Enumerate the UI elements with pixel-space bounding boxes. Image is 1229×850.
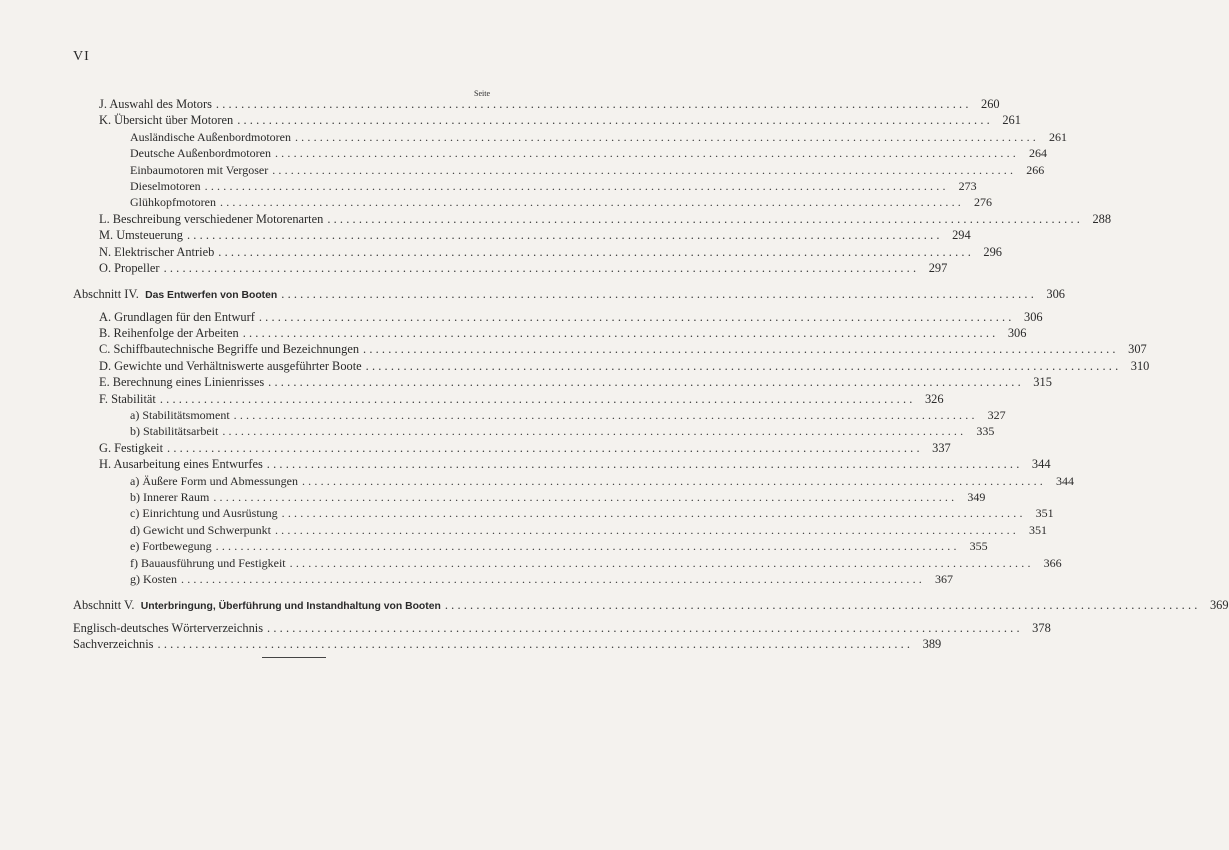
leader-dots: ........................................................................................................................ — [218, 244, 974, 259]
toc-page-number: 366 — [1043, 555, 1062, 570]
leader-dots: ........................................................................................................................ — [363, 342, 1119, 357]
toc-entry-title — [99, 112, 233, 128]
toc-entry-text: Englisch-deutsches Wörterverzeichnis — [73, 620, 264, 635]
leader-dots: ........................................................................................................................ — [215, 97, 972, 111]
leader-dots: ........................................................................................................................ — [274, 146, 1019, 161]
leader-dots: ........................................................................................................................ — [258, 309, 1015, 324]
leader-dots: ........................................................................................................................ — [268, 375, 1024, 390]
toc-entry-text: N. Elektrischer Antrieb — [99, 244, 215, 259]
toc-page-number: 307 — [1128, 342, 1147, 357]
toc-page-number: 276 — [974, 195, 992, 210]
toc-entry — [73, 145, 1047, 161]
toc-entry-text: A. Grundlagen für den Entwurf — [99, 309, 255, 324]
toc-entry-title — [99, 374, 264, 390]
leader-dots: ........................................................................................................................ — [159, 391, 916, 406]
toc-entry-title — [99, 211, 323, 227]
toc-page-number: 326 — [924, 391, 944, 406]
toc-page-number: 260 — [981, 97, 1000, 111]
toc-entry-text: L. Beschreibung verschiedener Motorenarten — [99, 211, 324, 226]
toc-entry — [73, 341, 1147, 357]
leader-dots: ........................................................................................................................ — [181, 571, 925, 586]
leader-dots: ........................................................................................................................ — [274, 522, 1019, 537]
toc-page-number: 288 — [1092, 211, 1112, 226]
toc-entry-text: F. Stabilität — [99, 391, 156, 406]
toc-entry-title — [130, 555, 286, 571]
toc-entry — [73, 440, 951, 456]
toc-entry — [73, 538, 988, 554]
toc-page-number: 261 — [1048, 129, 1067, 144]
toc-section-heading — [73, 597, 1229, 613]
toc-entry — [73, 620, 1051, 636]
toc-entry-text: E. Berechnung eines Linienrisses — [99, 375, 265, 390]
leader-dots: ........................................................................................................................ — [301, 473, 1046, 488]
toc-section-heading — [73, 286, 1065, 302]
toc-section-title: Unterbringung, Überführung und Instandhaltung von Booten — [140, 601, 441, 613]
leader-dots: ........................................................................................................................ — [327, 211, 1084, 226]
toc-page-number: 306 — [1007, 326, 1027, 341]
leader-dots: ........................................................................................................................ — [157, 637, 914, 652]
toc-entry-text: b) Stabilitätsarbeit — [130, 424, 219, 439]
toc-page-number: 351 — [1028, 522, 1047, 537]
toc-entry — [73, 178, 977, 194]
toc-page-number: 310 — [1130, 358, 1150, 373]
toc-page-number: 294 — [952, 228, 971, 243]
end-rule — [262, 657, 326, 658]
toc-entry-text: H. Ausarbeitung eines Entwurfes — [99, 457, 263, 472]
toc-entry-text: M. Umsteuerung — [99, 228, 183, 243]
toc-entry — [73, 112, 1021, 128]
toc-entry-text: D. Gewichte und Verhältniswerte ausgeführter Boote — [99, 358, 362, 373]
toc-page-number: 344 — [1055, 473, 1074, 488]
toc-entry-title — [130, 407, 230, 423]
toc-entry-text: G. Festigkeit — [99, 440, 164, 455]
toc-entry-title — [73, 620, 263, 636]
toc-page-number: 355 — [969, 539, 988, 554]
toc-entry — [73, 423, 995, 439]
toc-entry — [73, 244, 1002, 260]
toc-entry — [73, 129, 1067, 145]
toc-entry-text: a) Äußere Form und Abmessungen — [130, 473, 298, 488]
toc-entry-title — [99, 227, 183, 243]
leader-dots: ........................................................................................................................ — [272, 162, 1017, 177]
toc-entry-title — [73, 286, 277, 304]
page-number: VI — [73, 49, 90, 64]
toc-entry-title — [73, 636, 154, 652]
toc-entry-title — [130, 162, 268, 178]
toc-entry-title — [99, 341, 359, 357]
toc-entry — [73, 358, 1150, 374]
toc-page-number: 335 — [976, 424, 995, 439]
leader-dots: ........................................................................................................................ — [294, 129, 1039, 144]
toc-entry-title — [99, 96, 212, 112]
toc-entry-title — [130, 522, 271, 538]
toc-entry-title — [73, 597, 441, 615]
toc-entry-title — [130, 178, 201, 194]
toc-page-number: 327 — [987, 408, 1006, 423]
toc-page-number: 297 — [928, 260, 948, 275]
toc-entry-text: Abschnitt IV. — [73, 287, 139, 302]
toc-entry-title — [99, 358, 362, 374]
toc-entry-text: a) Stabilitätsmoment — [130, 408, 230, 423]
toc-entry-text: Abschnitt V. — [73, 598, 135, 613]
leader-dots: ........................................................................................................................ — [186, 228, 943, 243]
toc-page-number: 378 — [1032, 620, 1051, 635]
toc-entry — [73, 227, 971, 243]
toc-page-number: 349 — [967, 489, 986, 504]
toc-entry-title — [99, 244, 214, 260]
toc-entry-text: Sachverzeichnis — [73, 637, 154, 652]
toc-entry-title — [99, 440, 163, 456]
leader-dots: ........................................................................................................................ — [237, 113, 993, 128]
leader-dots: ........................................................................................................................ — [163, 260, 920, 275]
toc-page-number: 261 — [1002, 113, 1021, 128]
toc-page-number: 389 — [922, 637, 942, 652]
toc-entry-title — [99, 325, 239, 341]
leader-dots: ........................................................................................................................ — [289, 555, 1034, 570]
toc-entry-text: Einbaumotoren mit Vergoser — [130, 162, 269, 177]
toc-entry — [73, 407, 1006, 423]
toc-entry-text: Dieselmotoren — [130, 178, 201, 193]
toc-entry — [73, 636, 942, 652]
leader-dots: ........................................................................................................................ — [267, 620, 1023, 635]
toc-entry — [73, 456, 1051, 472]
toc-entry — [73, 96, 1000, 112]
toc-entry-text: K. Übersicht über Motoren — [99, 113, 234, 128]
toc-entry-title — [130, 423, 218, 439]
leader-dots: ........................................................................................................................ — [444, 598, 1201, 613]
toc-entry — [73, 505, 1054, 521]
leader-dots: ........................................................................................................................ — [215, 539, 960, 554]
toc-entry-title — [130, 571, 177, 587]
toc-page-number: 315 — [1033, 375, 1052, 390]
toc-entry-text: c) Einrichtung und Ausrüstung — [130, 506, 278, 521]
leader-dots: ........................................................................................................................ — [281, 506, 1026, 521]
leader-dots: ........................................................................................................................ — [222, 424, 967, 439]
toc-entry-title — [130, 194, 216, 210]
leader-dots: ........................................................................................................................ — [167, 440, 923, 455]
toc-entry — [73, 522, 1047, 538]
toc-entry-text: f) Bauausführung und Festigkeit — [130, 555, 286, 570]
toc-entry-text: d) Gewicht und Schwerpunkt — [130, 522, 271, 537]
toc-entry — [73, 473, 1074, 489]
toc-page-number: 369 — [1209, 598, 1229, 613]
toc-entry-title — [130, 473, 298, 489]
toc-page-number: 266 — [1026, 162, 1045, 177]
toc-page-number: 367 — [935, 571, 953, 586]
table-of-contents — [73, 96, 1229, 653]
toc-entry-text: O. Propeller — [99, 260, 160, 275]
toc-entry — [73, 325, 1027, 341]
toc-page-number: 296 — [983, 244, 1002, 259]
toc-entry — [73, 489, 986, 505]
toc-page-number: 337 — [932, 440, 951, 455]
toc-entry — [73, 374, 1052, 390]
toc-entry-text: J. Auswahl des Motors — [99, 97, 212, 111]
toc-page-number: 344 — [1031, 457, 1051, 472]
toc-entry-title — [130, 505, 278, 521]
toc-entry — [73, 571, 953, 587]
toc-entry — [73, 555, 1062, 571]
toc-entry-text: Glühkopfmotoren — [130, 195, 216, 210]
toc-entry — [73, 211, 1112, 227]
toc-entry-title — [99, 391, 156, 407]
toc-entry-title — [130, 129, 291, 145]
toc-entry-title — [99, 309, 255, 325]
toc-entry-title — [130, 145, 271, 161]
toc-entry-text: B. Reihenfolge der Arbeiten — [99, 326, 239, 341]
toc-page-number: 273 — [958, 178, 977, 193]
toc-entry — [73, 309, 1043, 325]
toc-entry-title — [130, 489, 209, 505]
toc-entry — [73, 260, 948, 276]
toc-page-number: 306 — [1024, 309, 1043, 324]
toc-entry-title — [99, 260, 160, 276]
toc-page-number: 351 — [1035, 506, 1054, 521]
leader-dots: ........................................................................................................................ — [365, 358, 1122, 373]
toc-entry-text: Ausländische Außenbordmotoren — [130, 129, 291, 144]
toc-entry-title — [99, 456, 263, 472]
toc-entry-text: e) Fortbewegung — [130, 539, 212, 554]
toc-page-number: 264 — [1028, 146, 1047, 161]
leader-dots: ........................................................................................................................ — [281, 287, 1037, 302]
leader-dots: ........................................................................................................................ — [233, 408, 978, 423]
toc-section-title: Das Entwerfen von Booten — [145, 290, 278, 302]
leader-dots: ........................................................................................................................ — [242, 326, 999, 341]
toc-entry — [73, 194, 992, 210]
toc-entry — [73, 162, 1045, 178]
leader-dots: ........................................................................................................................ — [266, 457, 1023, 472]
toc-entry-text: Deutsche Außenbordmotoren — [130, 146, 271, 161]
leader-dots: ........................................................................................................................ — [204, 178, 949, 193]
toc-entry — [73, 391, 944, 407]
column-header-page: Seite — [474, 89, 490, 98]
toc-entry-text: C. Schiffbautechnische Begriffe und Bezeichnungen — [99, 342, 360, 357]
toc-entry-title — [130, 538, 212, 554]
toc-entry-text: g) Kosten — [130, 571, 177, 586]
toc-page-number: 306 — [1046, 287, 1065, 302]
leader-dots: ........................................................................................................................ — [220, 195, 964, 210]
leader-dots: ........................................................................................................................ — [213, 489, 958, 504]
toc-entry-text: b) Innerer Raum — [130, 489, 210, 504]
